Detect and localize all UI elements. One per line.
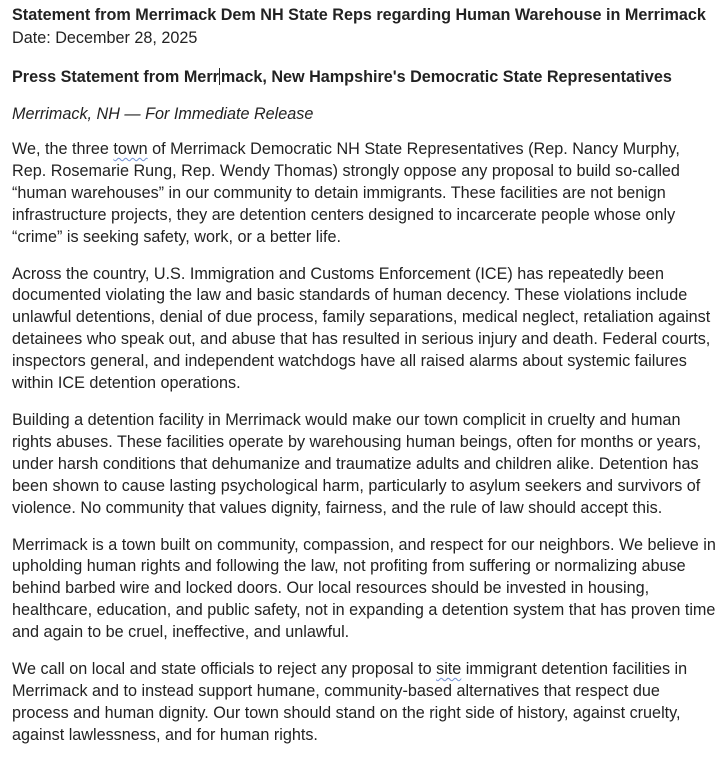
spellcheck-flagged-word[interactable]: town [113, 140, 148, 158]
body-paragraph-5 [12, 659, 716, 747]
paragraph-5-text-end: immigrant detention facilities in Merrimack and to instead support humane, community-based alternatives that respect due process and human dignity. Our town should stand on the right side of history, against cruelty, against lawlessness, and for human rights. [12, 660, 688, 744]
body-paragraph-4: Merrimack is a town built on community, compassion, and respect for our neighbors. We believe in upholding human rights and following the law, not profiting from suffering or normalizing abuse behind barbed wire and locked doors. Our local resources should be invested in housing, healthcare, education, and public safety, not in expanding a detention system that has proven time and again to be cruel, ineffective, and unlawful. [12, 535, 716, 642]
body-paragraph-3: Building a detention facility in Merrimack would make our town complicit in cruelty and human rights abuses. These facilities operate by warehousing human beings, often for months or years, under harsh conditions that dehumanize and traumatize adults and children alike. Detention has been shown to cause lasting psychological harm, particularly to asylum seekers and survivors of violence. No community that values dignity, fairness, and the rule of law should accept this. [12, 410, 701, 517]
paragraph-5-text-start: We call on local and state officials to reject any proposal to [12, 660, 437, 679]
body-paragraph-2: Across the country, U.S. Immigration and Customs Enforcement (ICE) has repeatedly been documented violating the law and basic standards of human decency. These violations include unlawful detentions, denial of due process, family separations, medical neglect, retaliation against detainees who speak out, and abuse that has resulted in serious injury and death. Federal courts, inspectors general, and independent watchdogs have all raised alarms about systemic failures within ICE detention operations. [12, 264, 711, 393]
body-paragraph-1 [12, 139, 716, 249]
document-date: Date: December 28, 2025 [12, 28, 198, 47]
document-title: Statement from Merrimack Dem NH State Reps regarding Human Warehouse in Merrimack [12, 6, 706, 24]
press-title-part-1: Press Statement from Merr [12, 68, 219, 86]
release-line: Merrimack, NH — For Immediate Release [12, 104, 314, 123]
spellcheck-flagged-word[interactable]: site [436, 660, 462, 679]
press-title-part-2: mack, New Hampshire's Democratic State Representatives [220, 68, 672, 86]
press-statement-title [12, 67, 714, 89]
paragraph-1-text-end: of Merrimack Democratic NH State Representatives (Rep. Nancy Murphy, Rep. Rosemarie Rung, Rep. Wendy Thomas) strongly oppose any proposal to build so-called “human warehouses” in our community to detain immigrants. These facilities are not benign infrastructure projects, they are detention centers designed to incarcerate people whose only “crime” is seeking safety, work, or a better life. [12, 140, 680, 246]
paragraph-1-text-start: We, the three [12, 140, 114, 158]
